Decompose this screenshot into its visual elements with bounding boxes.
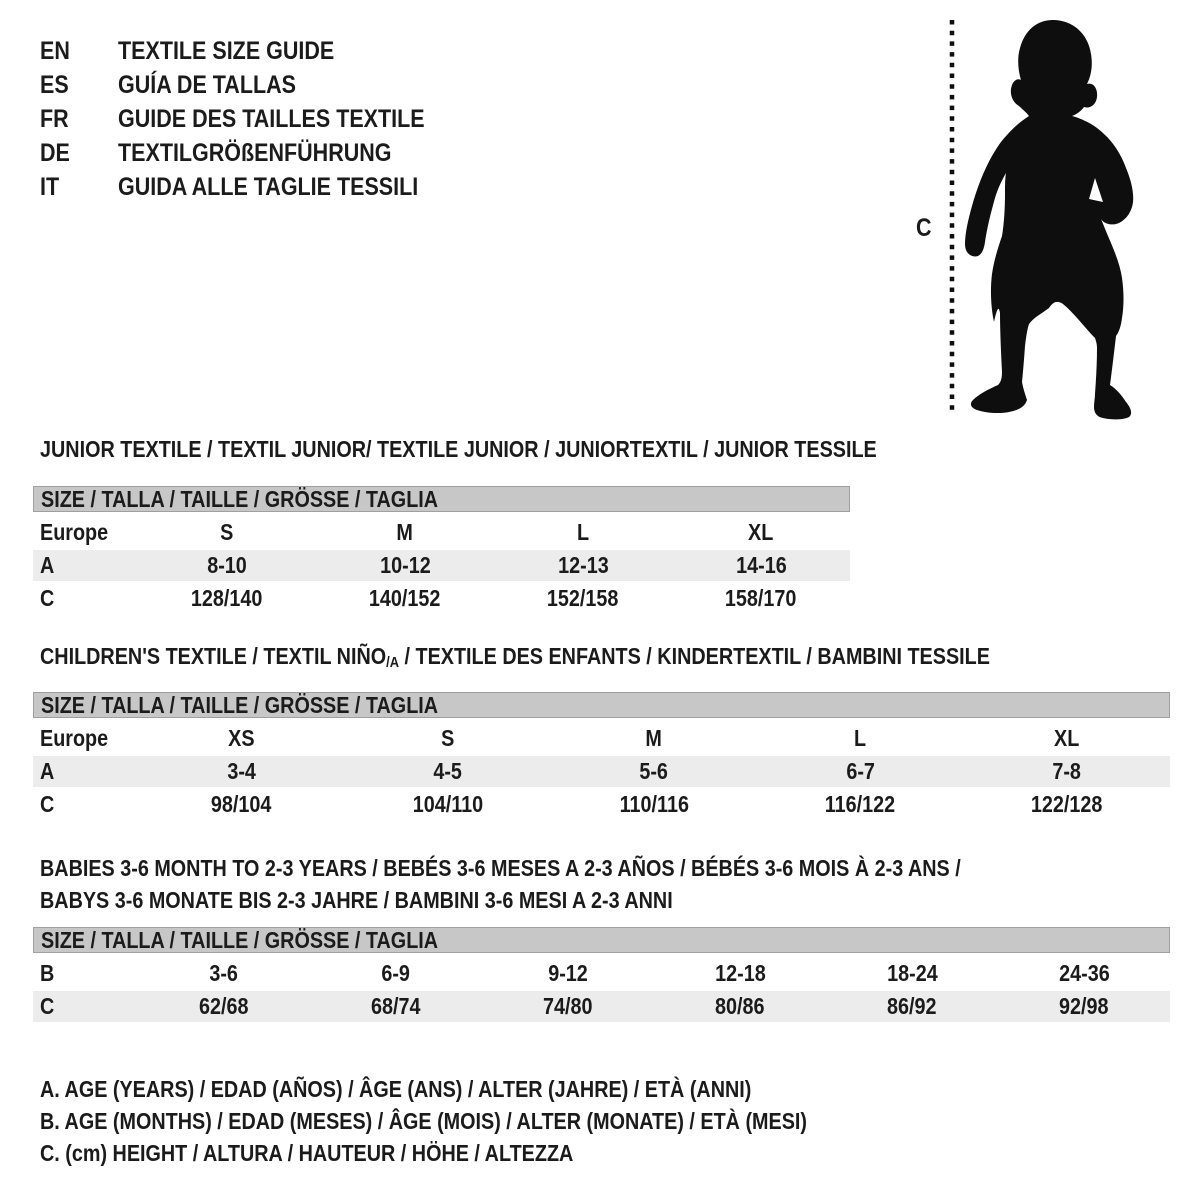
lang-code: FR [40, 104, 69, 133]
table-cell: XS [227, 725, 255, 751]
lang-row-de [40, 136, 475, 170]
legend-line-c: C. (cm) HEIGHT / ALTURA / HAUTEUR / HÖHE / ALTEZZA [40, 1140, 574, 1166]
table-cell: 10-12 [379, 552, 431, 578]
junior-size-table [33, 486, 850, 616]
lang-code: IT [40, 172, 60, 201]
guide-title: GUÍA DE TALLAS [118, 70, 296, 99]
table-cell: 4-5 [433, 758, 462, 784]
table-cell: 3-4 [226, 758, 256, 784]
table-cell: 3-6 [209, 960, 239, 986]
lang-code: DE [40, 138, 70, 167]
table-cell: 8-10 [207, 552, 247, 578]
table-cell: 12-13 [557, 552, 609, 578]
size-header-bar: SIZE / TALLA / TAILLE / GRÖSSE / TAGLIA [33, 692, 1170, 718]
table-cell: 116/122 [825, 791, 896, 817]
legend-line-b: B. AGE (MONTHS) / EDAD (MESES) / ÂGE (MOIS) / ALTER (MONATE) / ETÀ (MESI) [40, 1108, 807, 1134]
guide-title: TEXTILE SIZE GUIDE [118, 36, 335, 65]
row-label: B [40, 960, 55, 986]
table-cell: 110/116 [619, 791, 689, 817]
lang-code: EN [40, 36, 70, 65]
row-label: C [40, 791, 55, 817]
babies-section-title [40, 852, 1111, 916]
table-cell: 98/104 [210, 791, 272, 817]
table-cell: 92/98 [1059, 993, 1109, 1019]
lang-row-fr [40, 102, 475, 136]
size-header-bar: SIZE / TALLA / TAILLE / GRÖSSE / TAGLIA [33, 486, 850, 512]
lang-code: ES [40, 70, 69, 99]
language-title-list [40, 34, 475, 204]
table-cell: L [854, 725, 867, 751]
table-cell: 86/92 [887, 993, 937, 1019]
table-row-europe [33, 517, 850, 548]
table-row-age-years [33, 756, 1170, 787]
table-cell: S [220, 519, 234, 545]
lang-row-es [40, 68, 475, 102]
table-cell: 128/140 [191, 585, 263, 611]
table-cell: XL [748, 519, 774, 545]
table-cell: 80/86 [715, 993, 765, 1019]
table-row-height-cm [33, 789, 1170, 820]
guide-title: TEXTILGRÖßENFÜHRUNG [118, 138, 392, 167]
children-size-table [33, 692, 1170, 822]
table-cell: 62/68 [199, 993, 249, 1019]
baby-silhouette-shape [965, 20, 1133, 419]
row-label: Europe [40, 725, 109, 751]
table-cell: 9-12 [548, 960, 588, 986]
table-cell: 6-9 [381, 960, 411, 986]
junior-section-title: JUNIOR TEXTILE / TEXTIL JUNIOR/ TEXTILE JUNIOR / JUNIORTEXTIL / JUNIOR TESSILE [40, 436, 877, 462]
lang-row-it [40, 170, 475, 204]
lang-row-en [40, 34, 475, 68]
table-cell: 68/74 [371, 993, 421, 1019]
table-cell: M [645, 725, 663, 751]
row-label: C [40, 585, 55, 611]
babies-size-table [33, 927, 1170, 1024]
guide-title: GUIDE DES TAILLES TEXTILE [118, 104, 425, 133]
table-cell: S [440, 725, 455, 751]
size-header-bar: SIZE / TALLA / TAILLE / GRÖSSE / TAGLIA [33, 927, 1170, 953]
table-cell: 7-8 [1052, 758, 1082, 784]
table-cell: 14-16 [735, 552, 787, 578]
height-measure-label: C [916, 214, 932, 242]
table-cell: 12-18 [714, 960, 766, 986]
table-cell: L [576, 519, 590, 545]
table-cell: 140/152 [369, 585, 441, 611]
table-cell: XL [1054, 725, 1080, 751]
table-row-age-years [33, 550, 850, 581]
legend-line-a: A. AGE (YEARS) / EDAD (AÑOS) / ÂGE (ANS) / ALTER (JAHRE) / ETÀ (ANNI) [40, 1076, 752, 1102]
row-label: C [40, 993, 55, 1019]
table-cell: 6-7 [846, 758, 875, 784]
row-label: A [40, 758, 55, 784]
nino-a-subscript: /A [386, 654, 400, 671]
guide-title: GUIDA ALLE TAGLIE TESSILI [118, 172, 419, 201]
babies-title-line2: BABYS 3-6 MONATE BIS 2-3 JAHRE / BAMBINI 3-6 MESI A 2-3 ANNI [40, 887, 673, 913]
table-cell: 74/80 [543, 993, 593, 1019]
table-cell: 24-36 [1058, 960, 1110, 986]
table-cell: 122/128 [1031, 791, 1103, 817]
table-row-age-months [33, 958, 1170, 989]
row-label: A [40, 552, 55, 578]
children-section-title: CHILDREN'S TEXTILE / TEXTIL NIÑO/A / TEXTILE DES ENFANTS / KINDERTEXTIL / BAMBINI TESSILE [40, 643, 990, 671]
row-label: Europe [40, 519, 109, 545]
table-row-height-cm [33, 583, 850, 614]
table-row-height-cm [33, 991, 1170, 1022]
table-cell: 104/110 [412, 791, 483, 817]
table-cell: 152/158 [547, 585, 619, 611]
table-row-europe [33, 723, 1170, 754]
table-cell: 18-24 [886, 960, 938, 986]
table-cell: 158/170 [725, 585, 797, 611]
table-cell: 5-6 [639, 758, 669, 784]
baby-silhouette [905, 8, 1155, 423]
babies-title-line1: BABIES 3-6 MONTH TO 2-3 YEARS / BEBÉS 3-6 MESES A 2-3 AÑOS / BÉBÉS 3-6 MOIS À 2-3 ANS / [40, 855, 961, 881]
table-cell: M [396, 519, 414, 545]
measurement-legend [40, 1073, 932, 1169]
